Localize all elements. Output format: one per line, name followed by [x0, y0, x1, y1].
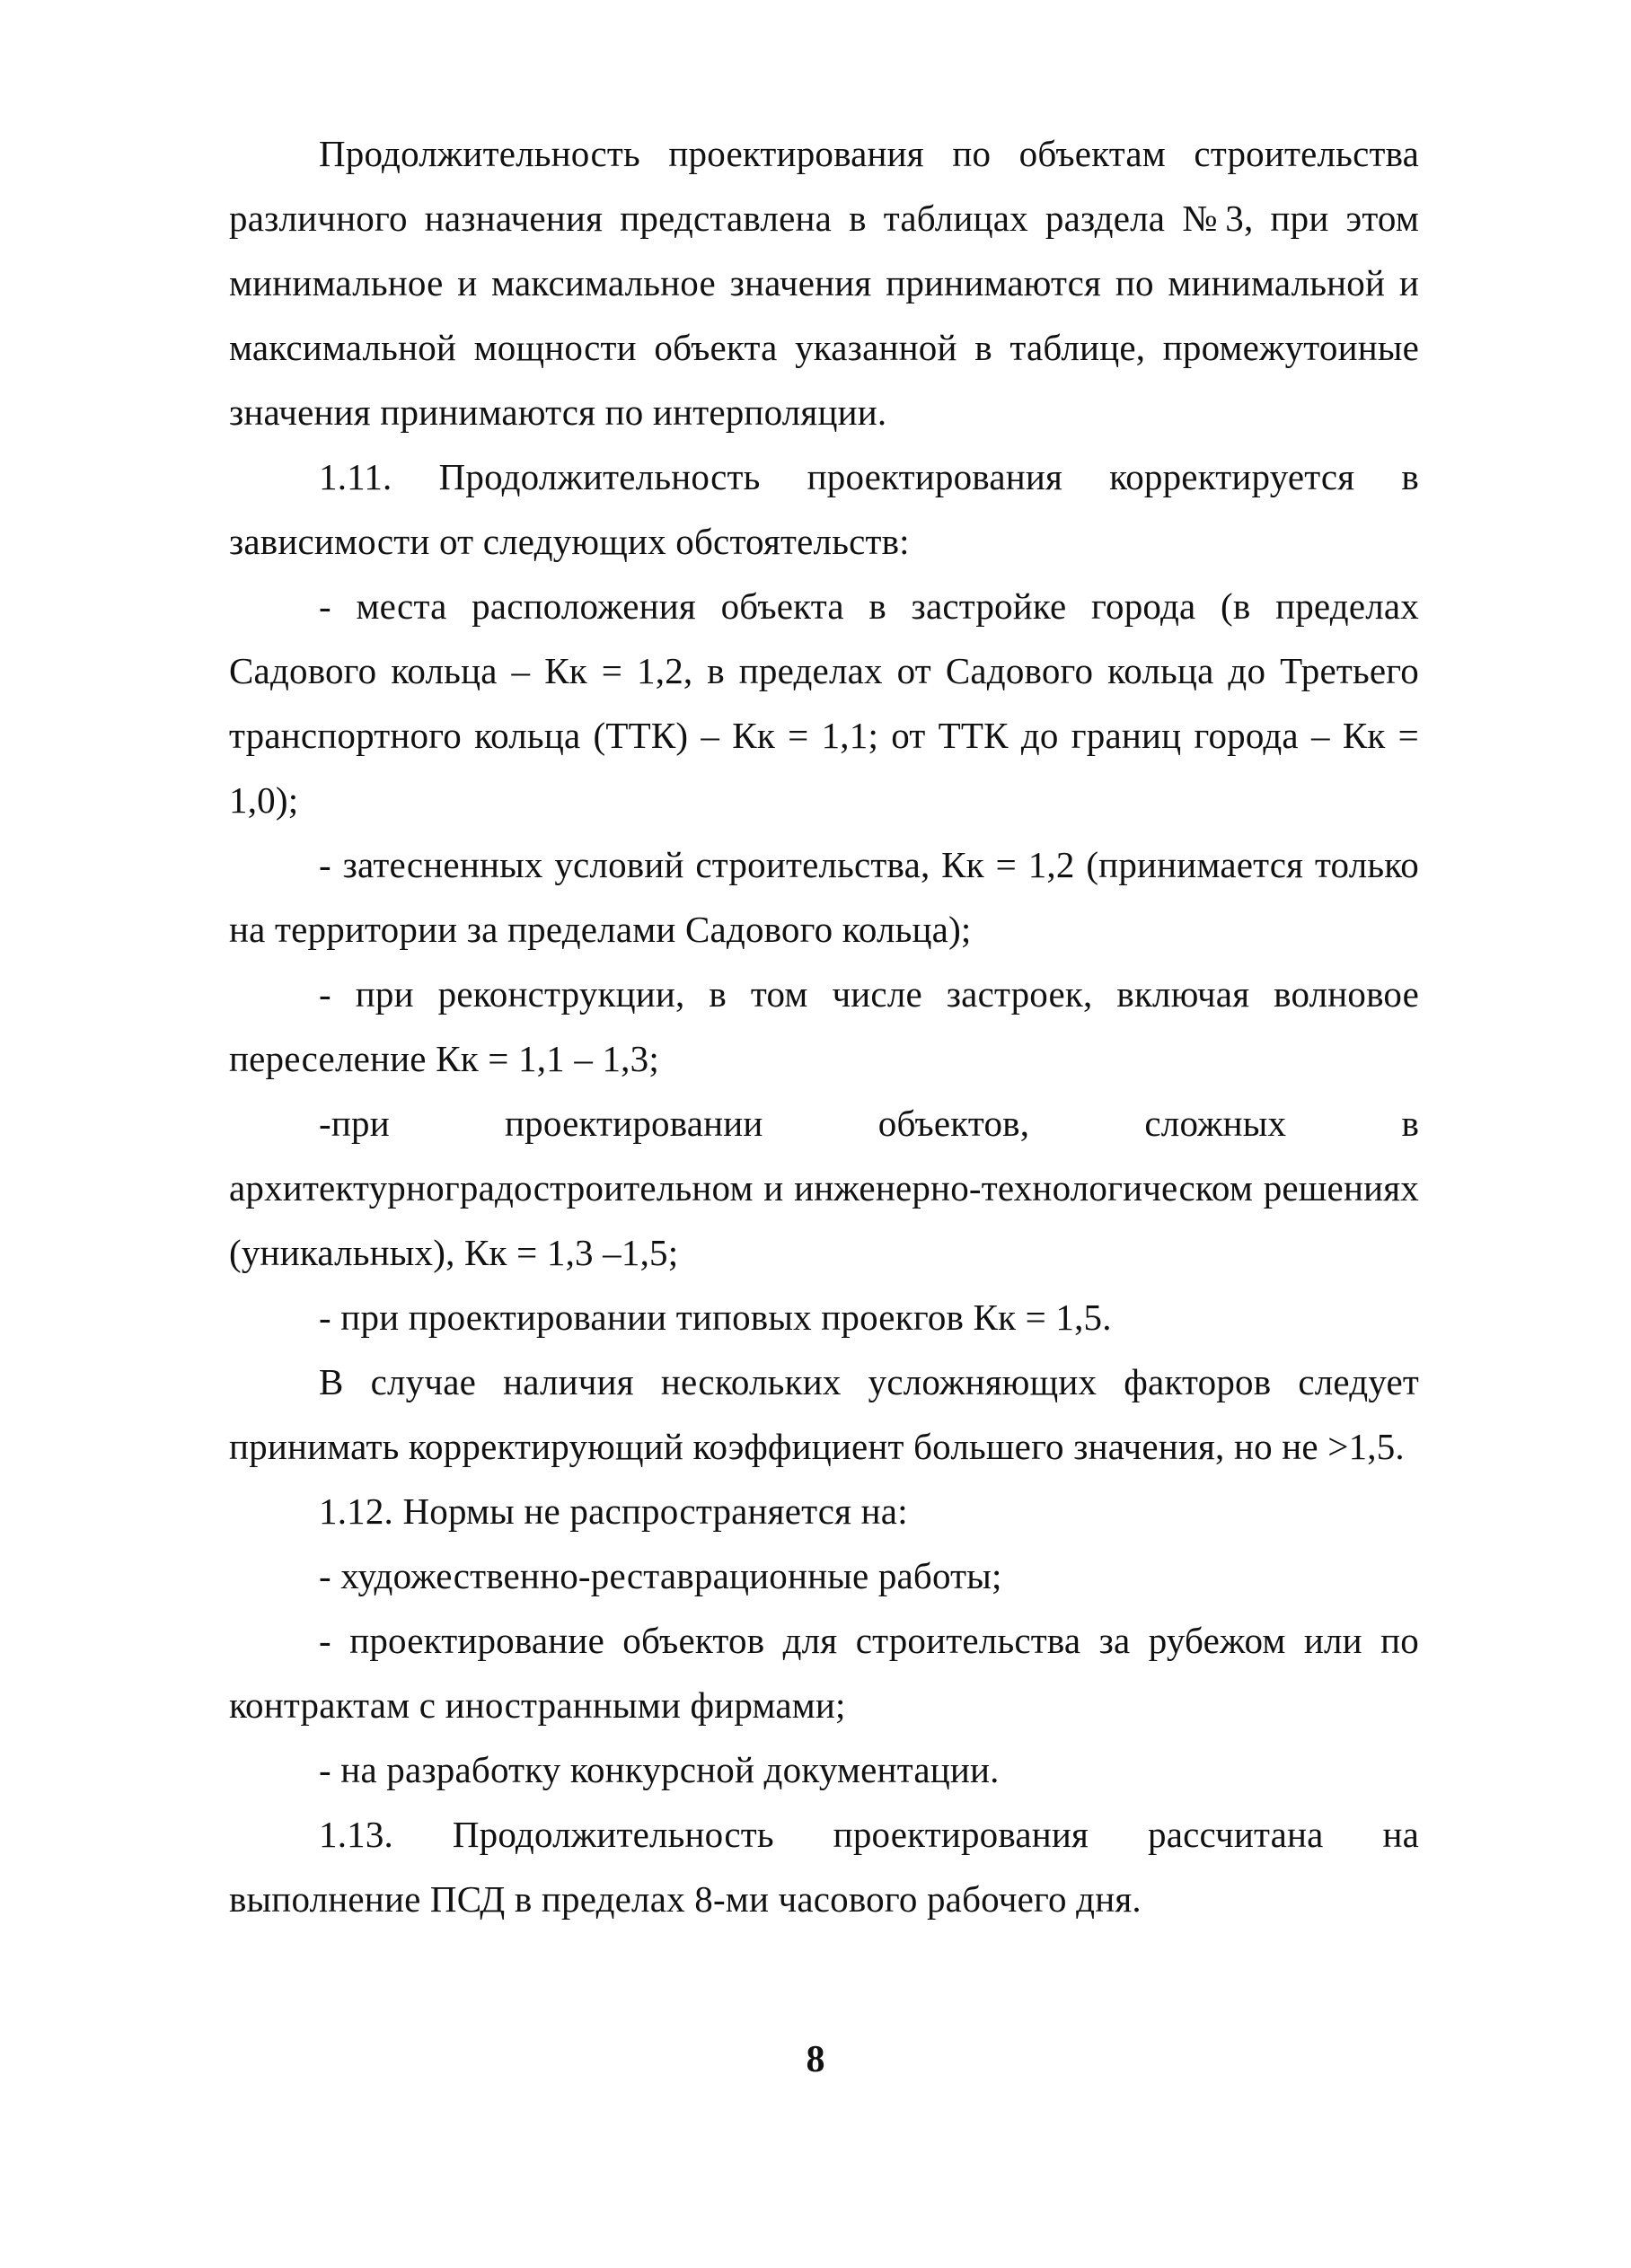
paragraph-1-13: 1.13. Продолжительность проектирования рассчитана на выполнение ПСД в пределах 8-ми часового рабочего дня.	[229, 1814, 1419, 1920]
paragraph-restoration: - художественно-реставрационные работы;	[319, 1555, 1002, 1596]
body-text	[229, 121, 1419, 1931]
page-number: 8	[806, 2039, 825, 2080]
paragraph-1-11: 1.11. Продолжительность проектирования корректируется в зависимости от следующих обстоятельств:	[229, 456, 1419, 562]
paragraph-tender-docs: - на разработку конкурсной документации.	[319, 1749, 1000, 1790]
paragraph-location: - места расположения объекта в застройке города (в пределах Садового кольца – Кк = 1,2, в пределах от Садового кольца до Третьего транспортного кольца (ТТК) – Кк = 1,1; от ТТК до границ города – Кк = 1,0);	[229, 585, 1419, 821]
paragraph-reconstruction: - при реконструкции, в том числе застроек, включая волновое переселение Кк = 1,1 – 1,3;	[229, 973, 1419, 1079]
paragraph-typical-projects: - при проектировании типовых проекгов Кк = 1,5.	[319, 1297, 1112, 1338]
paragraph-multiple-factors: В случае наличия нескольких усложняющих факторов следует принимать корректирующий коэффициент большего значения, но не >1,5.	[229, 1361, 1419, 1467]
paragraph-foreign-contracts: - проектирование объектов для строительства за рубежом или по контрактам с иностранными фирмами;	[229, 1620, 1419, 1726]
paragraph-complex-objects: -при проектировании объектов, сложных в архитектурноградостроительном и инженерно-технологическом решениях (уникальных), Кк = 1,3 –1,5;	[229, 1103, 1419, 1273]
paragraph-cramped-conditions: - затесненных условий строительства, Кк = 1,2 (принимается только на территории за пределами Садового кольца);	[229, 844, 1419, 950]
paragraph-1-12: 1.12. Нормы не распространяется на:	[319, 1490, 908, 1532]
paragraph-design-duration: Продолжительность проектирования по объектам строительства различного назначения представлена в таблицах раздела №3, при этом минимальное и максимальное значения принимаются по минимальной и максимальной мощности объекта указанной в таблице, промежутоиные значения принимаются по интерполяции.	[229, 133, 1419, 433]
